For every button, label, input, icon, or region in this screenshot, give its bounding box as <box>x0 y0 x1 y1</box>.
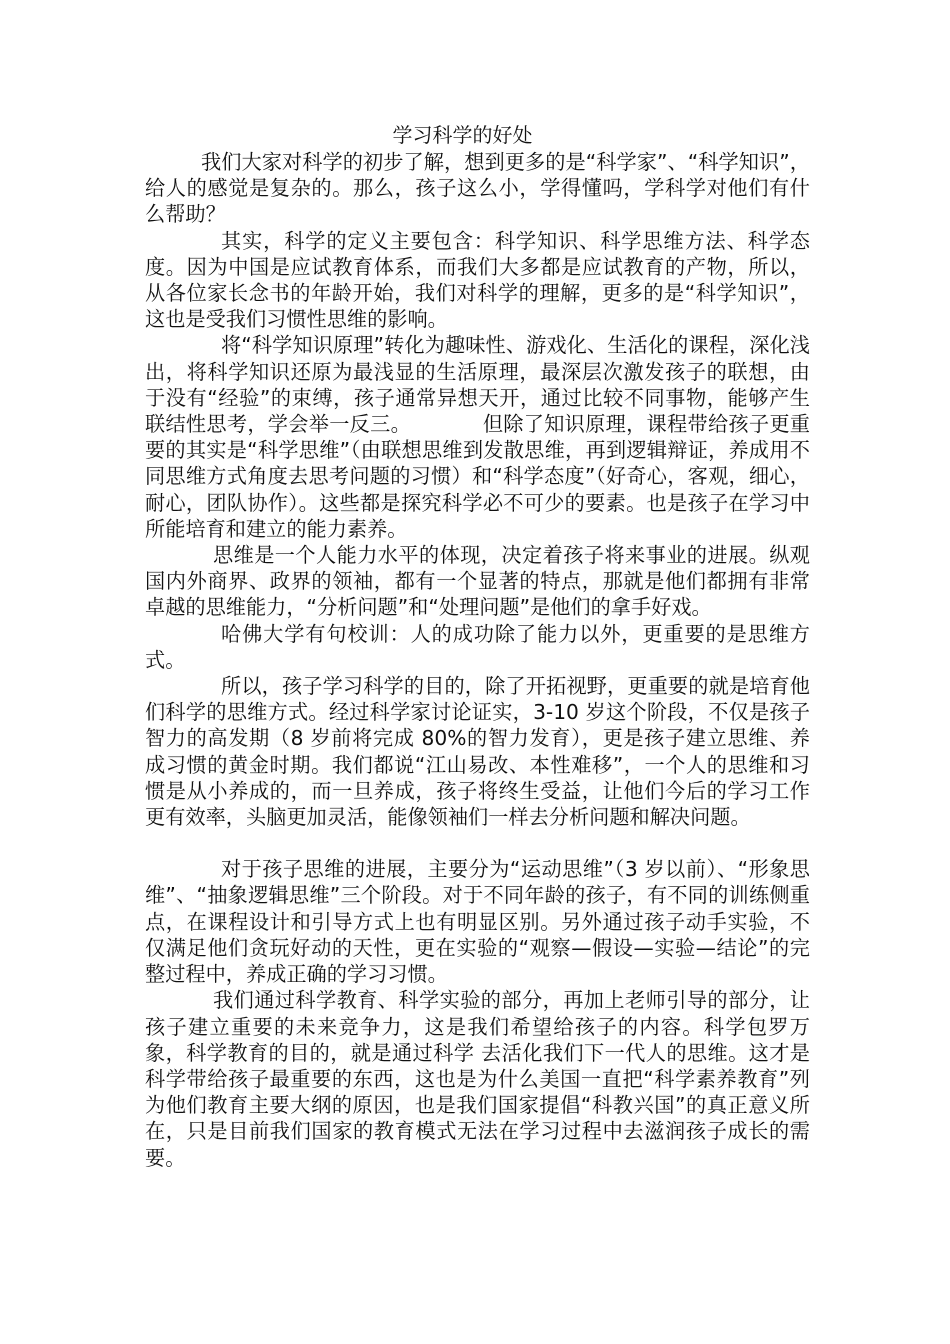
document-page <box>145 122 810 1171</box>
document-title: 学习科学的好处 <box>392 123 533 147</box>
paragraph-curriculum: 将“科学知识原理”转化为趣味性、游戏化、生活化的课程，深化浅出，将科学知识还原为最浅显的生活原理，最深层次激发孩子的联想，由于没有“经验”的束缚，孩子通常异想天开，通过比较不同事物，能够产生联结性思考，学会举一反三。 但除了知识原理，课程带给孩子更重要的其实是“科学思维”（由联想思维到发散思维，再到逻辑辩证，养成用不同思维方式角度去思考问题的习惯）和“科学态度”（好奇心，客观，细心，耐心，团队协作）。这些都是探究科学必不可少的要素。也是孩子在学习中所能培育和建立的能力素养。 <box>145 333 810 541</box>
paragraph-intro: 我们大家对科学的初步了解，想到更多的是“科学家”、“科学知识”，给人的感觉是复杂的。那么，孩子这么小，学得懂吗，学科学对他们有什么帮助？ <box>145 150 810 227</box>
paragraph-spacer <box>145 830 810 856</box>
paragraph-purpose: 所以，孩子学习科学的目的，除了开拓视野，更重要的就是培育他们科学的思维方式。经过科学家讨论证实，3-10 岁这个阶段，不仅是孩子智力的高发期（8 岁前将完成 80%的智力发育），更是孩子建立思维、养成习惯的黄金时期。我们都说“江山易改、本性难移”，一个人的思维和习惯是从小养成的，而一旦养成，孩子将终生受益，让他们今后的学习工作更有效率，头脑更加灵活，能像领袖们一样去分析问题和解决问题。 <box>145 674 810 830</box>
paragraph-conclusion: 我们通过科学教育、科学实验的部分，再加上老师引导的部分，让孩子建立重要的未来竞争力，这是我们希望给孩子的内容。科学包罗万象，科学教育的目的，就是通过科学 去活化我们下一代人的思维。这才是科学带给孩子最重要的东西，这也是为什么美国一直把“科学素养教育”列为他们教育主要大纲的原因，也是我们国家提倡“科教兴国”的真正意义所在，只是目前我们国家的教育模式无法在学习过程中去滋润孩子成长的需要。 <box>145 988 810 1170</box>
paragraph-thinking: 思维是一个人能力水平的体现，决定着孩子将来事业的进展。纵观国内外商界、政界的领袖，都有一个显著的特点，那就是他们都拥有非常卓越的思维能力，“分析问题”和“处理问题”是他们的拿手好戏。 <box>145 543 810 620</box>
paragraph-harvard: 哈佛大学有句校训：人的成功除了能力以外，更重要的是思维方式。 <box>145 621 810 672</box>
paragraph-development: 对于孩子思维的进展，主要分为“运动思维”（3 岁以前）、“形象思维”、“抽象逻辑思维”三个阶段。对于不同年龄的孩子，有不同的训练侧重点，在课程设计和引导方式上也有明显区别。另外通过孩子动手实验，不仅满足他们贪玩好动的天性，更在实验的“观察—假设—实验—结论”的完整过程中，养成正确的学习习惯。 <box>145 857 810 987</box>
paragraph-definition: 其实，科学的定义主要包含：科学知识、科学思维方法、科学态度。因为中国是应试教育体系，而我们大多都是应试教育的产物，所以，从各位家长念书的年龄开始，我们对科学的理解，更多的是“科学知识”，这也是受我们习惯性思维的影响。 <box>145 228 810 332</box>
